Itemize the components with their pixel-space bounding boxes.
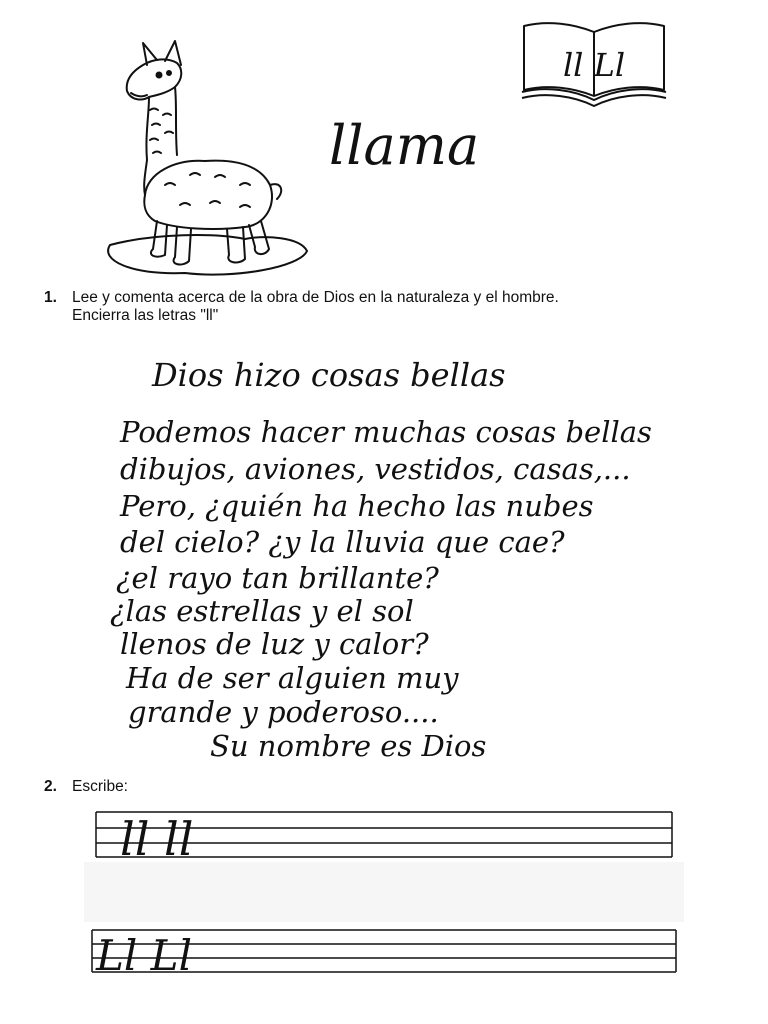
poem-signature: Su nombre es Dios xyxy=(210,729,487,763)
practice-letters: Ll Ll xyxy=(96,931,192,974)
poem-line: del cielo? ¿y la lluvia que cae? xyxy=(120,525,565,559)
instruction-text-line: Lee y comenta acerca de la obra de Dios en la naturaleza y el hombre. xyxy=(72,289,559,306)
poem-line: Ha de ser alguien muy xyxy=(126,661,459,695)
poem-line: ¿las estrellas y el sol xyxy=(110,594,414,628)
llama-icon xyxy=(95,35,320,285)
practice-letters: ll ll xyxy=(120,812,194,860)
book-letters: ll Ll xyxy=(562,46,626,84)
poem xyxy=(100,342,690,767)
poem-line: ¿el rayo tan brillante? xyxy=(116,561,439,595)
practice-area xyxy=(84,862,684,922)
instruction-1 xyxy=(44,289,684,329)
writing-row-lowercase[interactable] xyxy=(94,810,674,860)
poem-title: Dios hizo cosas bellas xyxy=(152,356,506,394)
poem-line: dibujos, aviones, vestidos, casas,... xyxy=(120,452,631,486)
writing-row-uppercase[interactable] xyxy=(90,928,678,974)
instruction-number: 2. xyxy=(44,778,57,795)
open-book-icon xyxy=(518,18,670,110)
instruction-2 xyxy=(44,778,244,798)
title-word-text: llama xyxy=(329,114,480,177)
title-word xyxy=(325,112,505,182)
instruction-number: 1. xyxy=(44,289,57,306)
poem-line: Podemos hacer muchas cosas bellas xyxy=(120,415,652,449)
poem-line: grande y poderoso.... xyxy=(128,695,439,729)
poem-line: llenos de luz y calor? xyxy=(120,627,429,661)
poem-line: Pero, ¿quién ha hecho las nubes xyxy=(120,489,594,523)
instruction-text-line: Encierra las letras "ll" xyxy=(72,307,219,324)
instruction-text-line: Escribe: xyxy=(72,778,128,795)
